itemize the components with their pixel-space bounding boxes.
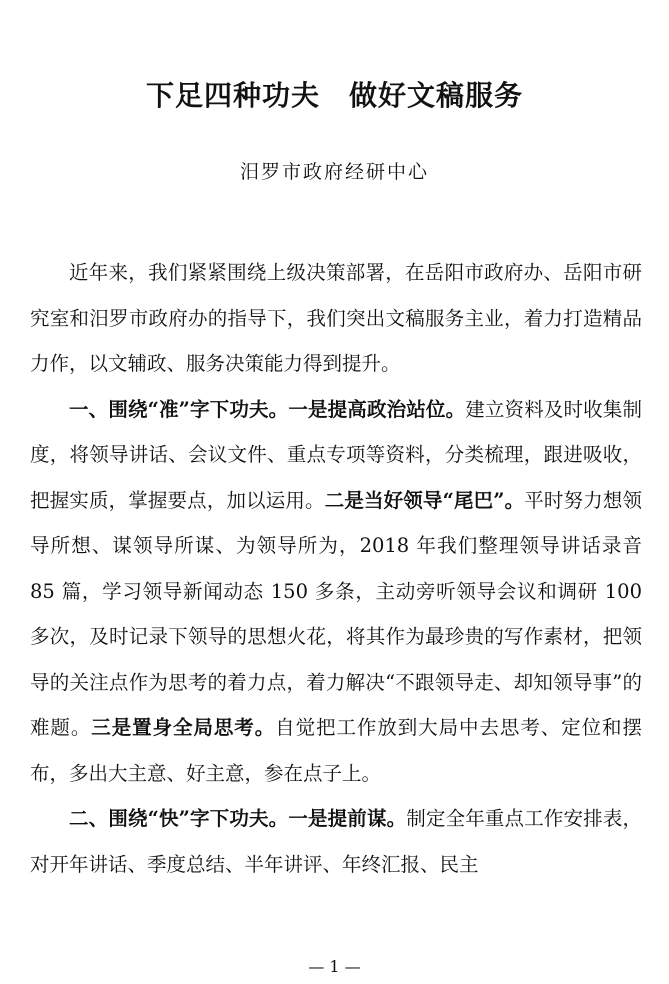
section-heading: 一、围绕“准”字下功夫。 (69, 397, 289, 421)
paragraph-section-one (30, 387, 642, 797)
point-heading: 三是置身全局思考。 (91, 716, 276, 739)
paragraph-text: 自觉把工作放到大局中去思考、定位和摆布，多出大主意、好主意，参在点子上。 (30, 716, 642, 785)
document-author: 汨罗市政府经研中心 (239, 161, 429, 183)
paragraph-text: 近年来，我们紧紧围绕上级决策部署，在岳阳市政府办、岳阳市研究室和汨罗市政府办的指导下，我们突出文稿服务主业，着力打造精品力作，以文辅政、服务决策能力得到提升。 (30, 261, 642, 375)
paragraph-intro (30, 250, 642, 387)
paragraph-text: 制定全年重点工作安排表，对开年讲话、季度总结、半年讲评、年终汇报、民主 (30, 807, 642, 876)
page-number: — 1 — (308, 957, 361, 976)
section-heading: 二、围绕“快”字下功夫。 (69, 807, 289, 830)
point-heading: 二是当好领导“尾巴”。 (324, 488, 525, 512)
point-heading: 一是提前谋。 (288, 807, 407, 830)
paragraph-section-two (30, 796, 642, 887)
paragraph-text: 平时努力想领导所想、谋领导所谋、为领导所为，2018 年我们整理领导讲话录音 85 篇，学习领导新闻动态 150 多条，主动旁听领导会议和调研 100 多次，及时记录下领导的思想火花，将其作为最珍贵的写作素材，把领导的关注点作为思考的着力点，着力解决“不跟领导走、却知领导事”的难题。 (30, 488, 642, 739)
paragraph-text: 建立资料及时收集制度，将领导讲话、会议文件、重点专项等资料，分类梳理，跟进吸收，把握实质，掌握要点，加以运用。 (30, 397, 642, 512)
document-title: 下足四种功夫 做好文稿服务 (145, 79, 523, 112)
point-heading: 一是提高政治站位。 (288, 397, 466, 421)
document-body (30, 250, 642, 887)
